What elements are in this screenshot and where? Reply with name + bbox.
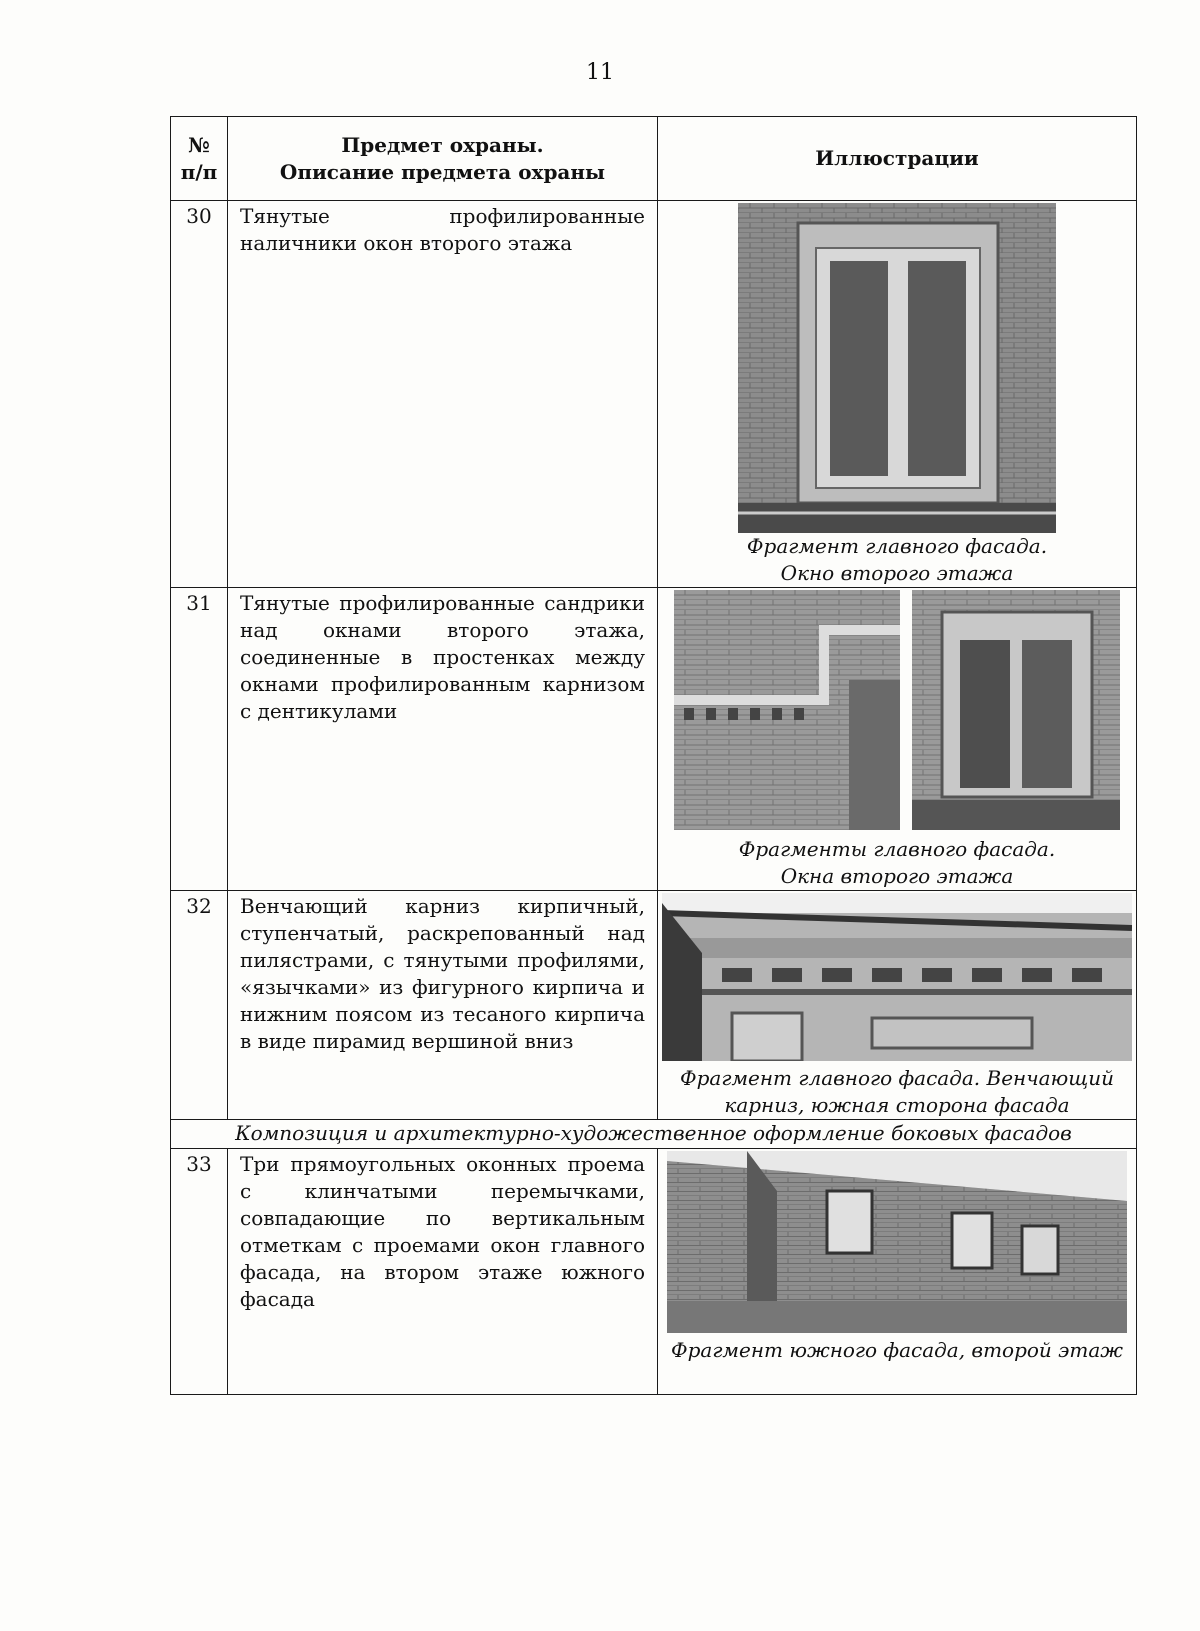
window-photo-icon [738, 203, 1056, 533]
header-subject: Предмет охраны. Описание предмета охраны [228, 117, 658, 201]
page-number: 11 [586, 60, 614, 85]
row-description: Тянутые профилированные наличники окон второго этажа [228, 201, 658, 588]
table-row [171, 891, 1137, 1120]
photo-caption: Фрагменты главного фасада. [738, 837, 1056, 861]
facade-photo-icon [667, 1151, 1127, 1333]
row-description: Венчающий карниз кирпичный, ступенчатый, раскрепованный над пилястрами, с тянутыми профилями, «язычками» из фигурного кирпича и нижним поясом из тесаного кирпича в виде пирамид вершиной вниз [228, 891, 658, 1120]
section-title: Композиция и архитектурно-художественное оформление боковых фасадов [171, 1120, 1137, 1149]
window-photo-icon [912, 590, 1120, 830]
table-row [171, 588, 1137, 891]
protection-table [170, 116, 1137, 1395]
table-header-row [171, 117, 1137, 201]
row-number: 30 [171, 201, 228, 588]
cornice-photo-icon [662, 893, 1132, 1061]
photo-caption: Фрагмент главного фасада. Венчающий [680, 1066, 1114, 1090]
photo-caption: Фрагмент южного фасада, второй этаж [671, 1338, 1123, 1362]
section-row [171, 1120, 1137, 1149]
table-row [171, 201, 1137, 588]
row-description: Тянутые профилированные сандрики над окнами второго этажа, соединенные в простенках между окнами профилированным карнизом с дентикулами [228, 588, 658, 891]
row-illustration [658, 588, 1137, 891]
header-num: № п/п [171, 117, 228, 201]
header-illustrations: Иллюстрации [658, 117, 1137, 201]
row-illustration [658, 201, 1137, 588]
row-number: 32 [171, 891, 228, 1120]
row-illustration [658, 1149, 1137, 1395]
row-number: 31 [171, 588, 228, 891]
table-row [171, 1149, 1137, 1395]
photo-caption: Окно второго этажа [780, 561, 1014, 585]
row-illustration [658, 891, 1137, 1120]
photo-caption: карниз, южная сторона фасада [724, 1093, 1070, 1117]
photo-caption: Фрагмент главного фасада. [746, 534, 1048, 558]
cornice-photo-icon [674, 590, 900, 830]
photo-caption: Окна второго этажа [780, 864, 1014, 888]
row-number: 33 [171, 1149, 228, 1395]
row-description: Три прямоугольных оконных проема с клинчатыми перемычками, совпадающие по вертикальным отметкам с проемами окон главного фасада, на втором этаже южного фасада [228, 1149, 658, 1395]
